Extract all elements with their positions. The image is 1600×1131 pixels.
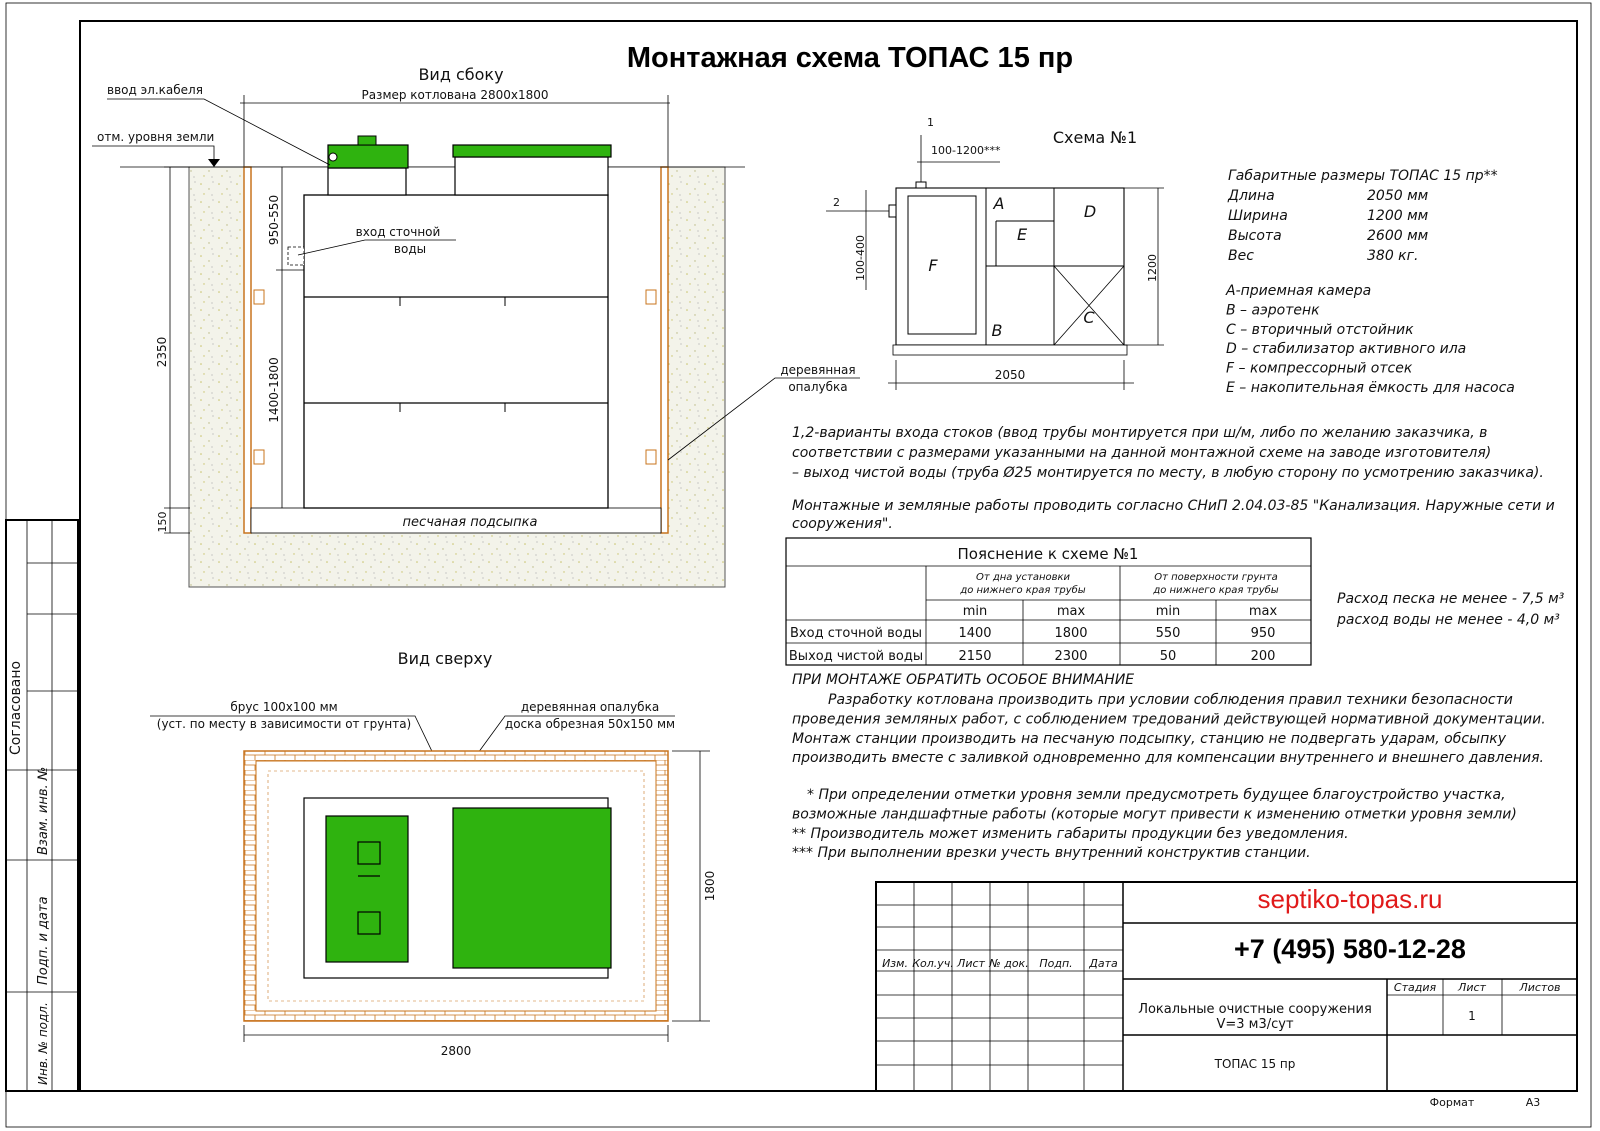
- table-cell: 550: [1155, 626, 1181, 641]
- spec-value: 2050 мм: [1367, 188, 1429, 204]
- footnote: возможные ландшафтные работы (которые могут привести к изменению отметки уровня земли): [792, 806, 1517, 823]
- stamp-col-header: Дата: [1089, 957, 1118, 970]
- spec-label: Вес: [1228, 248, 1254, 264]
- dim-sand: 150: [156, 511, 169, 533]
- side-stamp-inv-orig: Инв. № подл.: [36, 1002, 50, 1085]
- side-stamp: [6, 520, 78, 1091]
- ground-label: отм. уровня земли: [97, 130, 215, 144]
- attention-heading: ПРИ МОНТАЖЕ ОБРАТИТЬ ОСОБОЕ ВНИМАНИЕ: [792, 672, 1135, 688]
- table-cell: 950: [1250, 626, 1276, 641]
- scheme-dim-right: 1200: [1146, 254, 1159, 282]
- legend-item: А-приемная камера: [1226, 283, 1372, 299]
- formwork-side-label-2: опалубка: [788, 380, 848, 394]
- specs: [1225, 168, 1515, 396]
- formwork-top-label-2: доска обрезная 50х150 мм: [504, 717, 676, 731]
- stamp-col-header: Изм.: [882, 957, 908, 970]
- marker-2: 2: [833, 196, 840, 209]
- stamp-col-header: Кол.уч.: [912, 957, 954, 970]
- side-stamp-agreed: Согласовано: [8, 660, 24, 755]
- format-value: А3: [1525, 1096, 1541, 1109]
- legend-item: С – вторичный отстойник: [1226, 321, 1414, 338]
- table-cell: 50: [1159, 649, 1177, 664]
- hatch-cover-right: [453, 145, 611, 157]
- stamp-col-header: Подп.: [1039, 957, 1073, 970]
- spec-value: 380 кг.: [1367, 248, 1419, 264]
- spec-label: Длина: [1228, 188, 1275, 204]
- table-cell: 1800: [1054, 626, 1088, 641]
- scheme-dim-bottom: 2050: [994, 368, 1026, 382]
- snip-note: Монтажные и земляные работы проводить согласно СНиП 2.04.03-85 "Канализация. Наружные сети и: [792, 498, 1555, 514]
- attention-note: проведения земляных работ, с соблюдением тредований действующей нормативной документации.: [792, 711, 1546, 728]
- spec-value: 1200 мм: [1367, 208, 1429, 224]
- stamp-col-header: Лист: [957, 957, 985, 970]
- scheme-dim-left: 100-400: [854, 235, 867, 281]
- sand-usage: Расход песка не менее - 7,5 м³: [1337, 591, 1565, 607]
- cell-d: D: [1083, 202, 1097, 221]
- scheme-heading: Схема №1: [1052, 128, 1138, 147]
- top-view: [150, 649, 717, 1058]
- table-row-label: Выход чистой воды: [788, 649, 924, 664]
- table-row-label: Вход сточной воды: [790, 626, 922, 641]
- top-view-heading: Вид сверху: [397, 649, 493, 668]
- dim-depth: 2350: [155, 336, 169, 368]
- stamp-sheets: Листов: [1519, 981, 1561, 994]
- footnote: *** При выполнении врезки учесть внутренний конструктив станции.: [792, 845, 1311, 862]
- title-block: [876, 882, 1577, 1109]
- formwork-side-label-1: деревянная: [780, 363, 856, 377]
- spec-value: 2600 мм: [1367, 228, 1429, 244]
- table-max-1: max: [1056, 604, 1086, 619]
- table-cell: 2150: [958, 649, 992, 664]
- stamp-col-header: № док.: [989, 957, 1029, 970]
- stamp-stage: Стадия: [1393, 981, 1437, 994]
- side-stamp-inv-swap: Взам. инв. №: [36, 766, 51, 855]
- variant-note: соответствии с размерами указанными на данной монтажной схеме на заводе изготовителя): [792, 445, 1492, 461]
- legend-item: D – стабилизатор активного ила: [1226, 341, 1467, 358]
- legend-item: E – накопительная ёмкость для насоса: [1226, 380, 1515, 396]
- stamp-sheet-no: 1: [1468, 1009, 1476, 1023]
- pit-size-label: Размер котлована 2800х1800: [361, 88, 549, 102]
- inlet-label-1: вход сточной: [355, 225, 441, 239]
- legend-item: F – компрессорный отсек: [1226, 360, 1413, 377]
- dim-inlet-bottom: 1400-1800: [267, 357, 281, 423]
- table-cell: 200: [1250, 649, 1276, 664]
- water-usage: расход воды не менее - 4,0 м³: [1337, 612, 1560, 628]
- inlet-label-2: воды: [393, 242, 427, 256]
- side-view: [92, 65, 860, 587]
- stamp-name-line1: Локальные очистные сооружения: [1138, 1002, 1372, 1017]
- table-min-1: min: [962, 604, 988, 619]
- formwork-top-label-1: деревянная опалубка: [520, 700, 660, 714]
- formwork-left: [244, 167, 251, 533]
- marker-1: 1: [927, 116, 934, 129]
- side-view-heading: Вид сбоку: [418, 65, 504, 84]
- snip-note: сооружения".: [792, 516, 893, 532]
- variant-note: – выход чистой воды (труба Ø25 монтируется по месту, в любую сторону по усмотрению заказчика).: [792, 465, 1544, 481]
- beam-label-1: брус 100х100 мм: [230, 700, 338, 714]
- dim-top-height: 1800: [703, 870, 717, 902]
- sand-label: песчаная подсыпка: [402, 515, 538, 530]
- attention-note: Разработку котлована производить при условии соблюдения правил техники безопасности: [828, 692, 1513, 708]
- footnote: * При определении отметки уровня земли предусмотреть будущее благоустройство участка,: [807, 787, 1506, 803]
- table-max-2: max: [1248, 604, 1278, 619]
- attention-note: Монтаж станции производить на песчаную подсыпку, станцию не подвергать ударам, обсыпку: [792, 730, 1506, 747]
- format-label: Формат: [1429, 1096, 1475, 1109]
- variant-note: 1,2-варианты входа стоков (ввод трубы монтируется при ш/м, либо по желанию заказчика, в: [792, 425, 1488, 441]
- table-group2-line2: до нижнего края трубы: [1153, 585, 1279, 596]
- explanation-table: [786, 538, 1311, 665]
- scheme-dim-top: 100-1200***: [931, 144, 1001, 157]
- legend: [1225, 283, 1515, 396]
- page-title: Монтажная схема ТОПАС 15 пр: [626, 42, 1074, 74]
- table-group2-line1: От поверхности грунта: [1154, 572, 1278, 583]
- beam-label-2: (уст. по месту в зависимости от грунта): [156, 717, 412, 731]
- website[interactable]: septiko-topas.ru: [1257, 884, 1443, 914]
- scheme-1: [826, 116, 1164, 390]
- table-title: Пояснение к схеме №1: [957, 545, 1139, 563]
- spec-rows: [1227, 188, 1429, 264]
- hatch-right-top: [453, 808, 611, 968]
- side-stamp-sign-date: Подп. и дата: [36, 896, 51, 985]
- tank-body: [304, 195, 608, 508]
- formwork-right: [661, 167, 668, 533]
- spec-label: Высота: [1228, 228, 1282, 244]
- specs-heading: Габаритные размеры ТОПАС 15 пр**: [1228, 168, 1498, 184]
- stamp-name-line2: V=3 м3/сут: [1216, 1017, 1294, 1032]
- table-group1-line1: От дна установки: [975, 572, 1071, 583]
- hatch-cover-left: [328, 145, 408, 168]
- dim-top-width: 2800: [440, 1044, 472, 1058]
- hatch-left-top: [326, 816, 408, 962]
- cell-b: B: [991, 321, 1003, 340]
- dim-inlet-top: 950-550: [267, 194, 281, 246]
- legend-item: В – аэротенк: [1226, 302, 1320, 319]
- cell-a: A: [993, 194, 1005, 213]
- cell-f: F: [928, 256, 938, 275]
- cable-label: ввод эл.кабеля: [107, 83, 203, 97]
- attention-note: производить вместе с заливкой одновременно для компенсации внутреннего и внешнего давления.: [792, 750, 1544, 767]
- table-min-2: min: [1155, 604, 1181, 619]
- phone[interactable]: +7 (495) 580-12-28: [1234, 934, 1466, 964]
- stamp-product: ТОПАС 15 пр: [1214, 1057, 1296, 1071]
- table-cell: 2300: [1054, 649, 1088, 664]
- table-cell: 1400: [958, 626, 992, 641]
- footnote: ** Производитель может изменить габариты продукции без уведомления.: [792, 825, 1349, 842]
- cell-c: C: [1083, 308, 1095, 327]
- stamp-sheet: Лист: [1458, 981, 1486, 994]
- cell-e: E: [1016, 225, 1028, 244]
- table-group1-line2: до нижнего края трубы: [960, 585, 1086, 596]
- spec-label: Ширина: [1228, 208, 1288, 224]
